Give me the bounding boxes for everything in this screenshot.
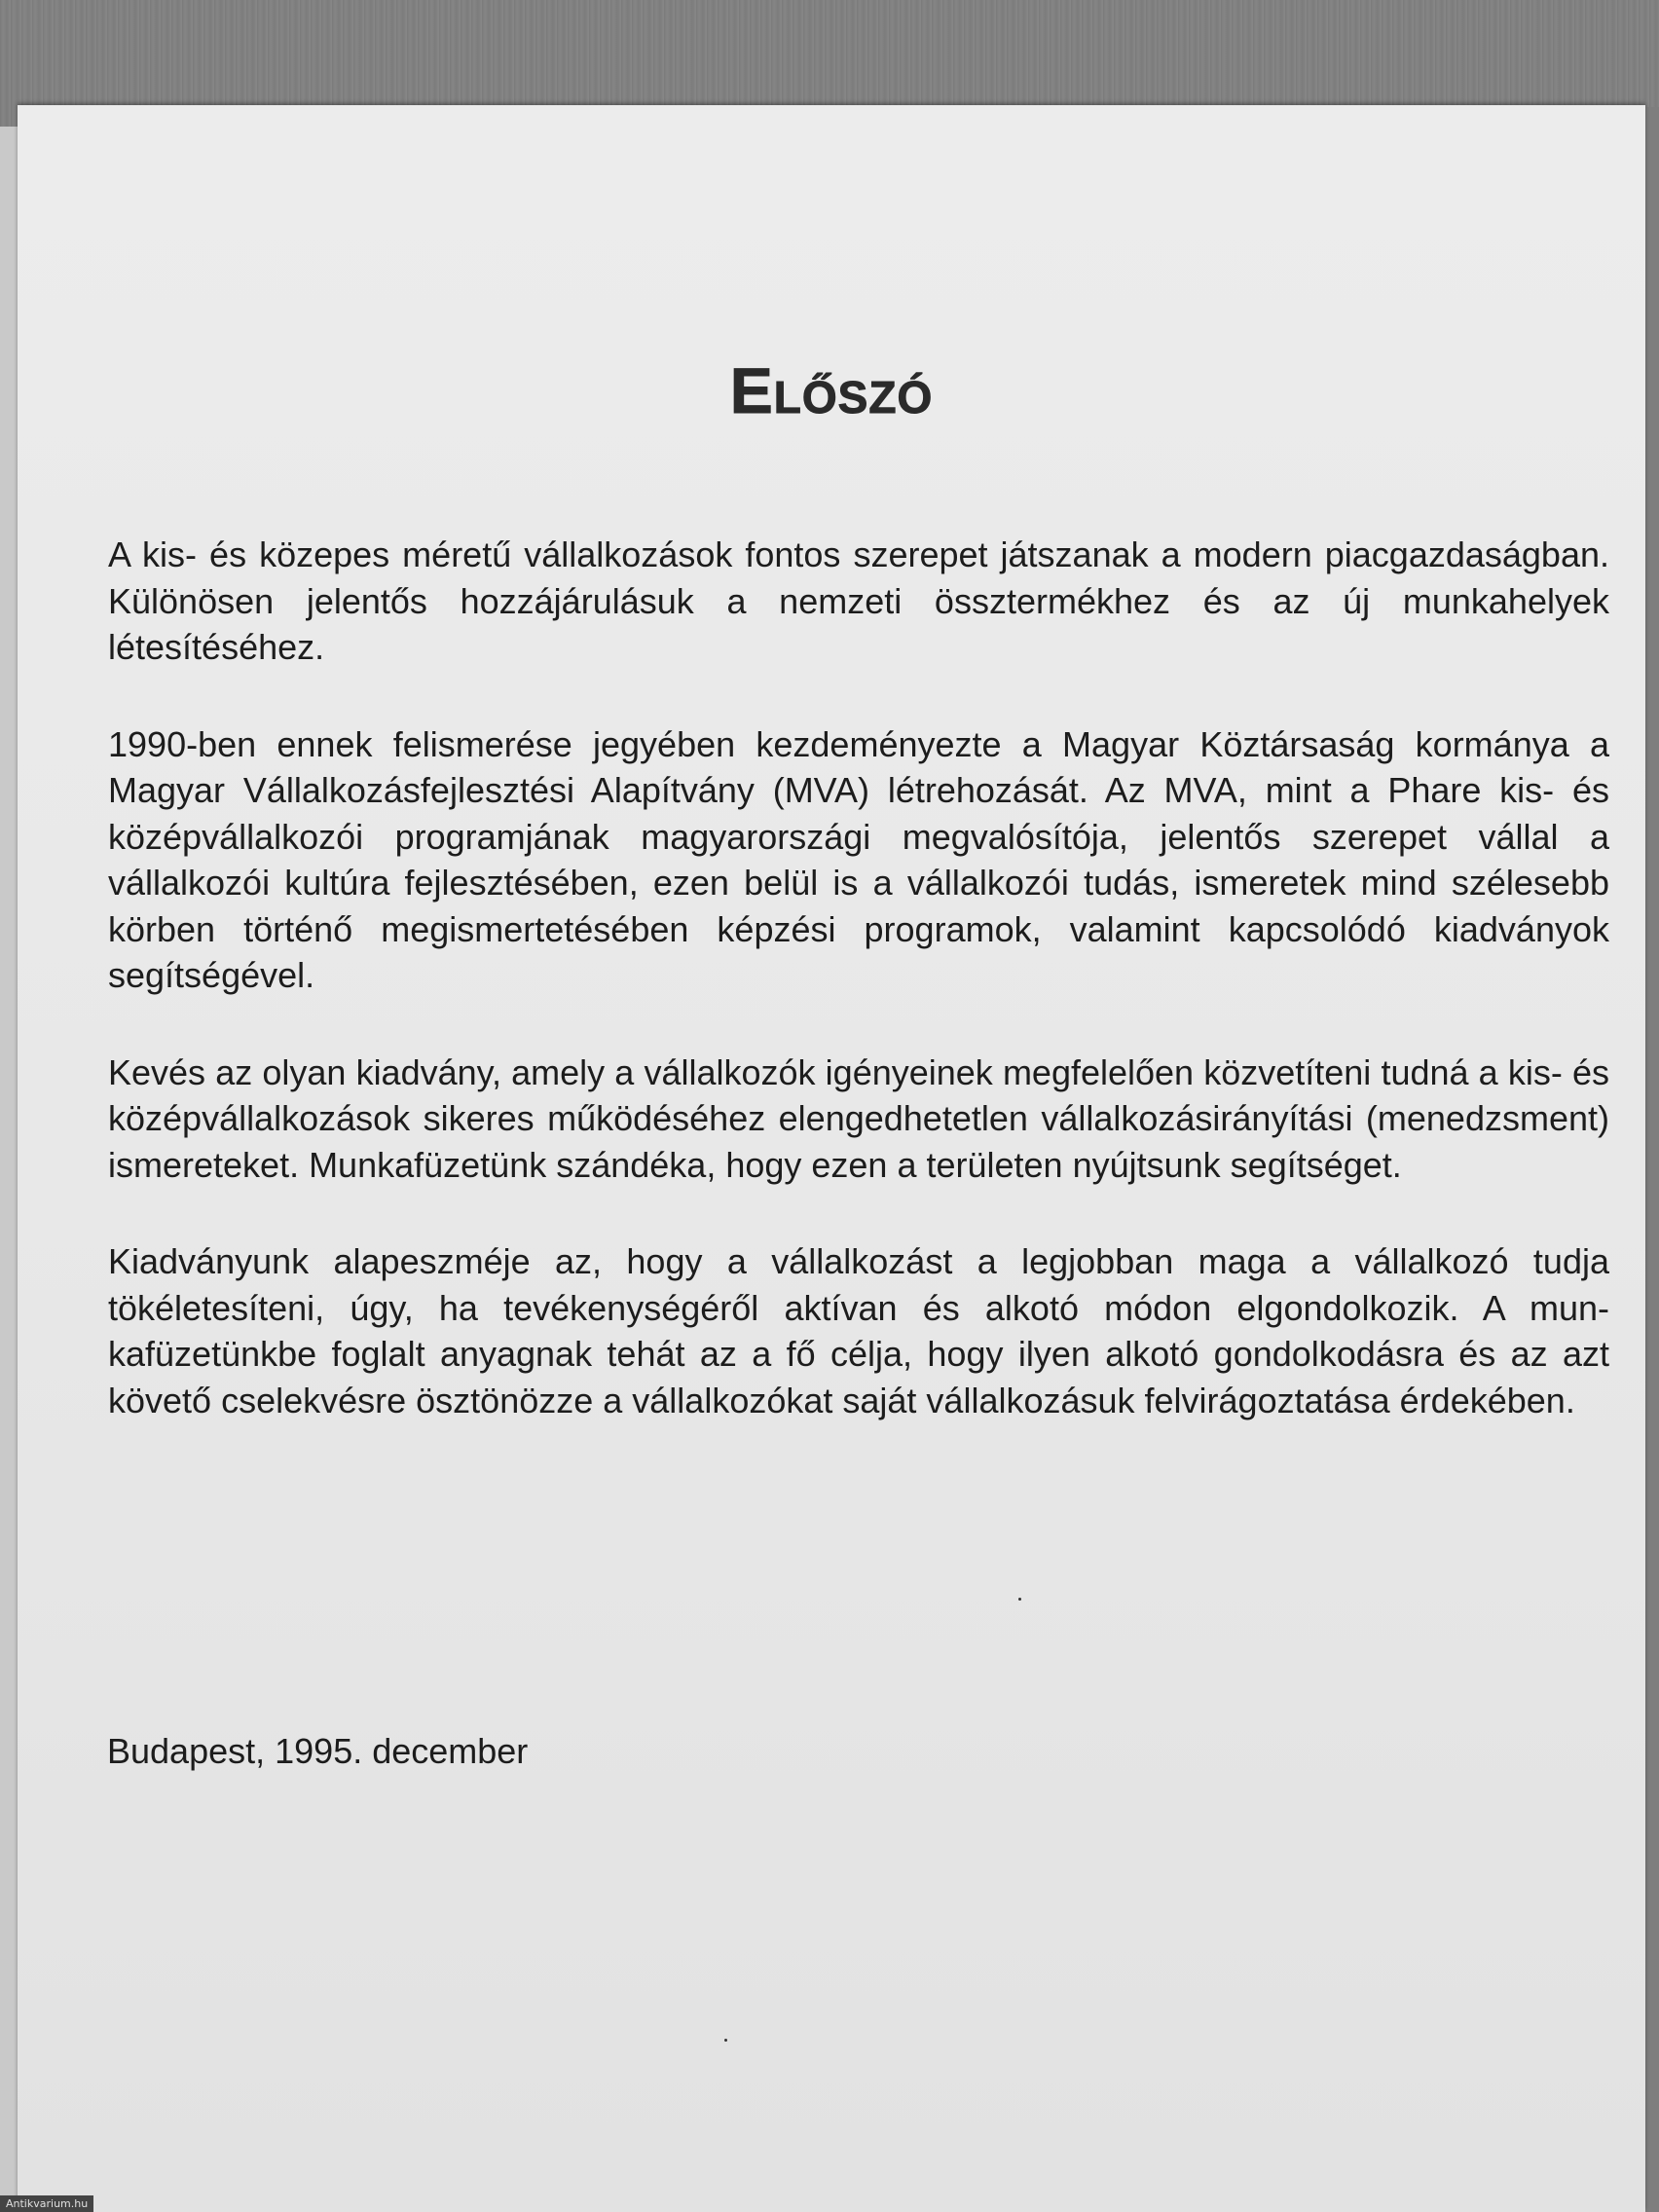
place-date: Budapest, 1995. december	[107, 1731, 529, 1771]
right-background-edge	[1645, 107, 1659, 2212]
paragraph-3: Kevés az olyan kiadvány, amely a vállalkozók igényeinek megfelelően közvetíteni tudná a kis- és középvállalkozások sikeres működéséhez elengedhetetlen vállalkozásirányítási (menedzsment) ismereteket. Munkafüzetünk szándéka, hogy ezen a területen nyújtsunk segítséget.	[108, 1051, 1609, 1185]
watermark: Antikvarium.hu	[0, 2195, 93, 2212]
paragraph-1: A kis- és közepes méretű vállalkozások fontos szerepet játszanak a modern piacgazdaságban. Különösen jelentős hozzájárulásuk a nemzeti össztermékhez és az új munkahelyek létesítéséhez.	[108, 535, 1609, 667]
paragraph-4: Kiadványunk alapeszméje az, hogy a vállalkozást a legjobban maga a vállalkozó tudja tökéletesíteni, úgy, ha tevékenységéről aktívan és alkotó módon elgondolkozik. A munkafüzetünkbe foglalt anyagnak tehát az a fő célja, hogy ilyen alkotó gondolkodásra és az azt követő cselekvésre ösztönözze a vállalkozókat saját vállalkozásuk felvirágoztatása érdekében.	[108, 1241, 1609, 1420]
speck	[724, 2039, 727, 2042]
speck	[1018, 1598, 1021, 1601]
document-page	[18, 105, 1645, 2212]
paragraph-2: 1990-ben ennek felismerése jegyében kezdeményezte a Magyar Köztársaság kormánya a Magyar Vállalkozásfejlesztési Alapítvány (MVA) létrehozását. Az MVA, mint a Phare kis- és középvállalkozói programjának magyarországi megvalósítója, jelentős szerepet vállal a vállalkozói kultúra fejlesztésében, ezen belül is a vállalkozói tudás, ismeretek mind szélesebb körben történő megismertetésében képzési programok, valamint kapcsolódó kiadványok segítségével.	[108, 723, 1609, 995]
page-title: Előszó	[729, 354, 934, 426]
body-text	[108, 532, 1609, 1474]
